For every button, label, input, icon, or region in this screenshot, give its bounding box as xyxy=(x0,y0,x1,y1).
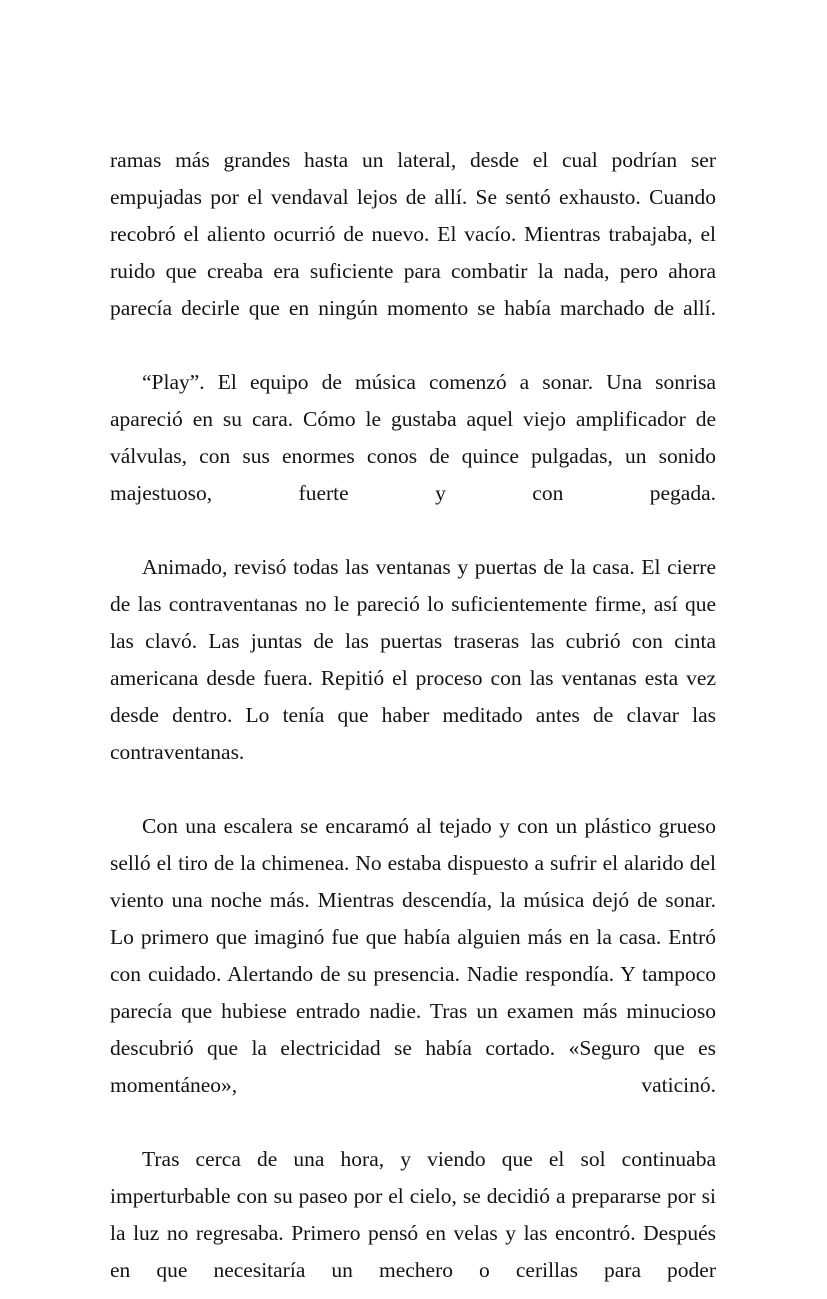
body-paragraph: Animado, revisó todas las ventanas y puertas de la casa. El cierre de las contraventanas no le pareció lo suficientemente firme, así que las clavó. Las juntas de las puertas traseras las cubrió con cinta americana desde fuera. Repitió el proceso con las ventanas esta vez desde dentro. Lo tenía que haber meditado antes de clavar las contraventanas. xyxy=(110,555,716,764)
body-paragraph: Tras cerca de una hora, y viendo que el sol continuaba imperturbable con su paseo por el cielo, se decidió a prepararse por si la luz no regresaba. Primero pensó en velas y las encontró. Después en que necesitaría un mechero o cerillas para poder xyxy=(110,1147,716,1282)
body-paragraph: Con una escalera se encaramó al tejado y con un plástico grueso selló el tiro de la chimenea. No estaba dispuesto a sufrir el alarido del viento una noche más. Mientras descendía, la música dejó de sonar. Lo primero que imaginó fue que había alguien más en la casa. Entró con cuidado. Alertando de su presencia. Nadie respondía. Y tampoco parecía que hubiese entrado nadie. Tras un examen más minucioso descubrió que la electricidad se había cortado. «Seguro que es momentáneo», vaticinó. xyxy=(110,814,716,1097)
page-text-block xyxy=(110,142,716,1299)
body-paragraph: ramas más grandes hasta un lateral, desde el cual podrían ser empujadas por el vendaval lejos de allí. Se sentó exhausto. Cuando recobró el aliento ocurrió de nuevo. El vacío. Mientras trabajaba, el ruido que creaba era suficiente para combatir la nada, pero ahora parecía decirle que en ningún momento se había marchado de allí. xyxy=(110,148,716,320)
body-paragraph: “Play”. El equipo de música comenzó a sonar. Una sonrisa apareció en su cara. Cómo le gustaba aquel viejo amplificador de válvulas, con sus enormes conos de quince pulgadas, un sonido majestuoso, fuerte y con pegada. xyxy=(110,370,716,505)
